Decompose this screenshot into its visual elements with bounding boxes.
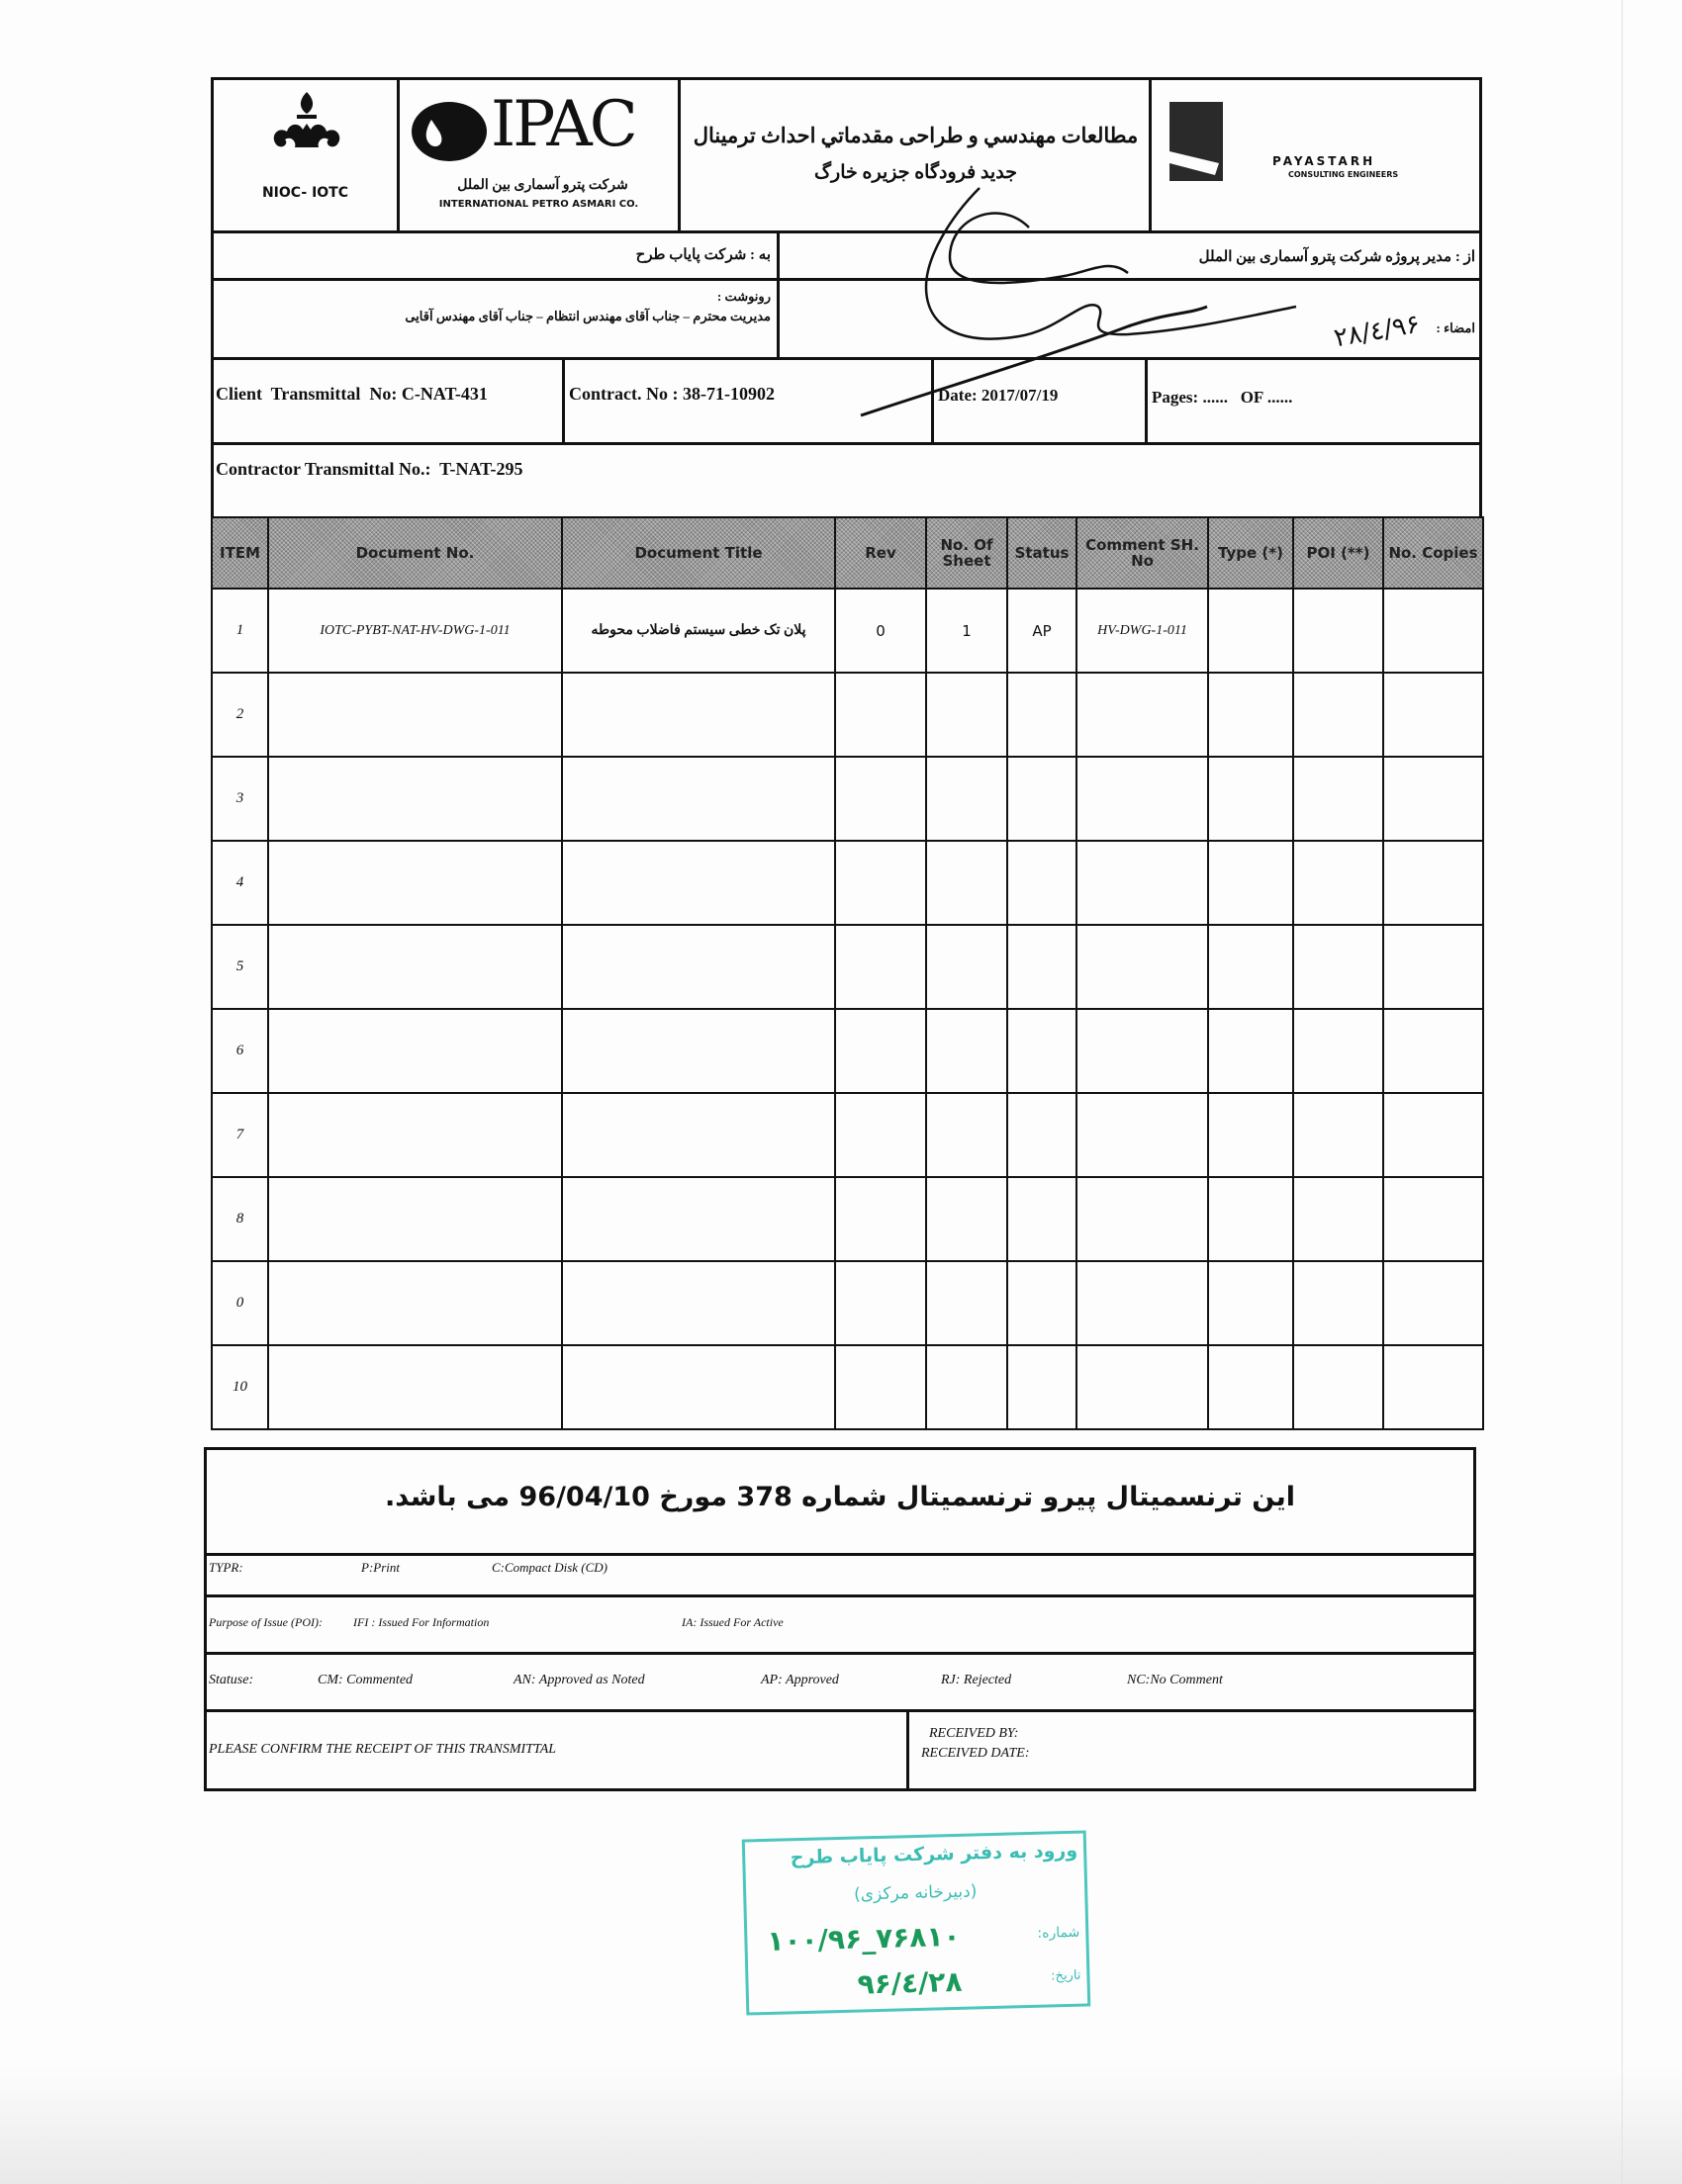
nioc-label: NIOC- IOTC xyxy=(261,185,349,201)
confirm-receipt-text: PLEASE CONFIRM THE RECEIPT OF THIS TRANSMITTAL xyxy=(209,1742,557,1757)
table-header-row xyxy=(212,517,1483,589)
poi-legend-row xyxy=(207,1597,1473,1655)
letterhead xyxy=(211,77,1482,233)
received-by-label: RECEIVED BY: xyxy=(929,1726,1019,1741)
table-cell-item: 5 xyxy=(212,925,268,1009)
table-cell-rev: 0 xyxy=(835,589,926,673)
table-cell-item: 4 xyxy=(212,841,268,925)
col-header-document-title: Document Title xyxy=(562,517,835,589)
confirmation-row xyxy=(207,1712,1473,1788)
table-row xyxy=(212,1009,1483,1093)
payastarh-subtitle: CONSULTING ENGINEERS xyxy=(1288,170,1399,179)
col-header-no-of-sheet: No. Of Sheet xyxy=(926,517,1007,589)
table-row xyxy=(212,1261,1483,1345)
project-title-line2: جديد فرودگاه جزيره خارگ xyxy=(814,162,1017,183)
type-legend-row xyxy=(207,1556,1473,1597)
table-cell-status xyxy=(1007,1261,1076,1345)
confirm-cell xyxy=(207,1712,909,1788)
table-cell-poi xyxy=(1293,1177,1383,1261)
table-cell-no-of-sheet: 1 xyxy=(926,589,1007,673)
project-title-line1: مطالعات مهندسي و طراحی مقدماتي احداث ترمينال xyxy=(693,124,1139,147)
table-cell-type xyxy=(1208,841,1293,925)
table-row xyxy=(212,925,1483,1009)
table-cell-type xyxy=(1208,925,1293,1009)
table-row xyxy=(212,841,1483,925)
table-cell-document-no xyxy=(268,1177,562,1261)
table-cell-no-of-sheet xyxy=(926,1093,1007,1177)
table-cell-document-no xyxy=(268,673,562,757)
table-cell-poi xyxy=(1293,1093,1383,1177)
table-row xyxy=(212,673,1483,757)
from-cell xyxy=(780,233,1479,278)
table-cell-item: 8 xyxy=(212,1177,268,1261)
table-cell-comment-sh-no xyxy=(1076,1177,1208,1261)
table-cell-status xyxy=(1007,841,1076,925)
table-cell-item: 0 xyxy=(212,1261,268,1345)
table-cell-status xyxy=(1007,1009,1076,1093)
table-row xyxy=(212,1345,1483,1429)
table-cell-item: 3 xyxy=(212,757,268,841)
table-cell-document-no xyxy=(268,841,562,925)
nioc-logo-cell xyxy=(214,80,400,230)
stamp-number-label: شماره: xyxy=(1037,1924,1080,1942)
table-cell-document-no xyxy=(268,1345,562,1429)
table-cell-status xyxy=(1007,757,1076,841)
table-cell-poi xyxy=(1293,757,1383,841)
status-rj: RJ: Rejected xyxy=(941,1673,1012,1687)
table-cell-status xyxy=(1007,1093,1076,1177)
table-cell-document-title xyxy=(562,1009,835,1093)
contract-cell xyxy=(565,360,934,442)
table-cell-comment-sh-no xyxy=(1076,757,1208,841)
receipt-stamp xyxy=(742,1830,1091,2015)
col-header-type: Type (*) xyxy=(1208,517,1293,589)
table-cell-no-of-sheet xyxy=(926,1177,1007,1261)
table-cell-rev xyxy=(835,673,926,757)
poi-ifi: IFI : Issued For Information xyxy=(353,1615,490,1629)
table-cell-comment-sh-no: HV-DWG-1-011 xyxy=(1076,589,1208,673)
table-cell-item: 6 xyxy=(212,1009,268,1093)
poi-label: Purpose of Issue (POI): xyxy=(209,1615,323,1629)
table-cell-comment-sh-no xyxy=(1076,1009,1208,1093)
table-cell-type xyxy=(1208,1093,1293,1177)
table-cell-comment-sh-no xyxy=(1076,1093,1208,1177)
table-cell-type xyxy=(1208,757,1293,841)
table-cell-type xyxy=(1208,1261,1293,1345)
ipac-wordmark: IPAC xyxy=(491,88,635,161)
table-cell-type xyxy=(1208,1345,1293,1429)
table-cell-no-copies xyxy=(1383,1009,1483,1093)
table-cell-type xyxy=(1208,589,1293,673)
table-row xyxy=(212,1093,1483,1177)
table-cell-document-title xyxy=(562,1261,835,1345)
table-cell-document-no xyxy=(268,1093,562,1177)
stamp-number-value: ۱۰۰/۹۶_۷۶۸۱۰ xyxy=(766,1919,961,1957)
table-cell-no-copies xyxy=(1383,589,1483,673)
table-cell-document-title xyxy=(562,925,835,1009)
type-print: P:Print xyxy=(361,1560,400,1575)
table-cell-no-copies xyxy=(1383,757,1483,841)
stamp-title: ورود به دفتر شرکت پایاب طرح xyxy=(790,1839,1078,1869)
table-cell-poi xyxy=(1293,925,1383,1009)
table-cell-rev xyxy=(835,1093,926,1177)
table-cell-poi xyxy=(1293,673,1383,757)
table-cell-item: 1 xyxy=(212,589,268,673)
table-cell-rev xyxy=(835,925,926,1009)
table-cell-comment-sh-no xyxy=(1076,841,1208,925)
reference-note-row xyxy=(207,1450,1473,1556)
table-cell-no-copies xyxy=(1383,1345,1483,1429)
footer-box xyxy=(204,1447,1476,1791)
status-an: AN: Approved as Noted xyxy=(514,1673,645,1687)
nioc-emblem-icon xyxy=(267,88,346,157)
to-from-row xyxy=(211,233,1482,281)
table-cell-rev xyxy=(835,1261,926,1345)
col-header-document-no: Document No. xyxy=(268,517,562,589)
signature-cell xyxy=(780,281,1479,357)
table-cell-rev xyxy=(835,1345,926,1429)
poi-ia: IA: Issued For Active xyxy=(682,1615,784,1629)
transmittal-meta-row xyxy=(211,360,1482,445)
table-cell-poi xyxy=(1293,1009,1383,1093)
col-header-item: ITEM xyxy=(212,517,268,589)
payastarh-logo-cell xyxy=(1152,80,1479,230)
table-cell-poi xyxy=(1293,1261,1383,1345)
table-cell-poi xyxy=(1293,841,1383,925)
table-cell-no-copies xyxy=(1383,1093,1483,1177)
table-cell-no-of-sheet xyxy=(926,841,1007,925)
table-cell-rev xyxy=(835,841,926,925)
col-header-comment-sh-no: Comment SH. No xyxy=(1076,517,1208,589)
table-row xyxy=(212,589,1483,673)
signature-label: امضاء : xyxy=(1436,320,1475,335)
table-cell-no-of-sheet xyxy=(926,1009,1007,1093)
table-cell-document-title xyxy=(562,673,835,757)
table-cell-document-no xyxy=(268,757,562,841)
client-transmittal-cell xyxy=(214,360,565,442)
table-cell-document-no xyxy=(268,925,562,1009)
to-cell xyxy=(214,233,780,278)
pages-cell xyxy=(1148,360,1479,442)
table-cell-document-title xyxy=(562,841,835,925)
handwritten-date: ۹۶/٤/۲۸ xyxy=(1331,309,1422,354)
table-cell-status: AP xyxy=(1007,589,1076,673)
table-cell-type xyxy=(1208,1177,1293,1261)
table-cell-rev xyxy=(835,1009,926,1093)
status-nc: NC:No Comment xyxy=(1127,1673,1223,1687)
cc-cell xyxy=(214,281,780,357)
cc-recipients: مدیریت محترم – جناب آقای مهندس انتظام – جناب آقای مهندس آقایی xyxy=(405,309,771,323)
col-header-status: Status xyxy=(1007,517,1076,589)
cc-label: رونوشت : xyxy=(716,289,771,304)
table-cell-document-title xyxy=(562,1345,835,1429)
table-cell-comment-sh-no xyxy=(1076,1261,1208,1345)
contractor-transmittal-row xyxy=(211,445,1482,516)
table-cell-rev xyxy=(835,1177,926,1261)
contract-no: Contract. No : 38-71-10902 xyxy=(569,384,775,404)
table-cell-item: 10 xyxy=(212,1345,268,1429)
table-cell-no-of-sheet xyxy=(926,1261,1007,1345)
stamp-date-label: تاریخ: xyxy=(1051,1967,1081,1984)
table-cell-poi xyxy=(1293,589,1383,673)
table-row xyxy=(212,757,1483,841)
status-label: Statuse: xyxy=(209,1673,254,1687)
ipac-english-name: INTERNATIONAL PETRO ASMARI CO. xyxy=(438,199,639,210)
ipac-farsi-name: شرکت پترو آسماری بین الملل xyxy=(457,178,628,193)
status-cm: CM: Commented xyxy=(318,1673,414,1687)
type-label: TYPR: xyxy=(209,1560,243,1575)
page-bottom-shade xyxy=(0,2065,1682,2184)
col-header-poi: POI (**) xyxy=(1293,517,1383,589)
table-cell-no-of-sheet xyxy=(926,673,1007,757)
status-legend-row xyxy=(207,1655,1473,1712)
stamp-subtitle: (دبیرخانه مرکزی) xyxy=(853,1881,978,1905)
client-transmittal-no: Client Transmittal No: C-NAT-431 xyxy=(216,384,488,404)
table-cell-poi xyxy=(1293,1345,1383,1429)
type-cd: C:Compact Disk (CD) xyxy=(492,1560,607,1575)
project-title-cell xyxy=(681,80,1152,230)
table-cell-status xyxy=(1007,1177,1076,1261)
documents-table xyxy=(211,516,1484,1430)
table-cell-no-of-sheet xyxy=(926,757,1007,841)
to-recipient: به : شرکت پایاب طرح xyxy=(635,247,771,263)
table-cell-document-no xyxy=(268,1009,562,1093)
table-cell-document-title xyxy=(562,1093,835,1177)
date-cell xyxy=(934,360,1148,442)
contractor-transmittal-no: Contractor Transmittal No.: T-NAT-295 xyxy=(216,459,523,479)
table-cell-no-of-sheet xyxy=(926,925,1007,1009)
table-cell-no-copies xyxy=(1383,1177,1483,1261)
table-cell-document-title xyxy=(562,1177,835,1261)
table-row xyxy=(212,1177,1483,1261)
pages-value: Pages: ...... OF ...... xyxy=(1152,388,1293,407)
status-ap: AP: Approved xyxy=(761,1673,839,1687)
table-cell-item: 2 xyxy=(212,673,268,757)
table-cell-comment-sh-no xyxy=(1076,1345,1208,1429)
date-value: Date: 2017/07/19 xyxy=(938,386,1059,405)
table-cell-document-no xyxy=(268,1261,562,1345)
reference-note: این ترنسمیتال پیرو ترنسمیتال شماره 378 مورخ 96/04/10 می باشد. xyxy=(384,1482,1295,1512)
payastarh-name: PAYASTARH xyxy=(1272,154,1376,168)
cc-signature-row xyxy=(211,281,1482,360)
table-cell-no-of-sheet xyxy=(926,1345,1007,1429)
table-cell-document-title xyxy=(562,757,835,841)
table-cell-type xyxy=(1208,673,1293,757)
table-cell-status xyxy=(1007,673,1076,757)
from-sender: از : مدیر پروژه شرکت پترو آسماری بین الملل xyxy=(1198,249,1475,265)
table-cell-no-copies xyxy=(1383,673,1483,757)
table-cell-comment-sh-no xyxy=(1076,925,1208,1009)
table-cell-no-copies xyxy=(1383,841,1483,925)
table-cell-status xyxy=(1007,1345,1076,1429)
table-cell-item: 7 xyxy=(212,1093,268,1177)
table-cell-rev xyxy=(835,757,926,841)
table-cell-comment-sh-no xyxy=(1076,673,1208,757)
table-cell-document-title: پلان تک خطی سیستم فاضلاب محوطه xyxy=(562,589,835,673)
stamp-date-value: ۹۶/٤/۲۸ xyxy=(857,1964,963,2001)
table-cell-status xyxy=(1007,925,1076,1009)
page-edge xyxy=(1622,0,1623,2184)
table-cell-document-no: IOTC-PYBT-NAT-HV-DWG-1-011 xyxy=(268,589,562,673)
ipac-logo-cell xyxy=(400,80,681,230)
table-cell-type xyxy=(1208,1009,1293,1093)
ipac-drop-icon xyxy=(412,100,487,163)
table-cell-no-copies xyxy=(1383,1261,1483,1345)
col-header-rev: Rev xyxy=(835,517,926,589)
col-header-no-copies: No. Copies xyxy=(1383,517,1483,589)
payastarh-emblem-icon xyxy=(1169,102,1223,181)
table-cell-no-copies xyxy=(1383,925,1483,1009)
received-date-label: RECEIVED DATE: xyxy=(921,1746,1030,1761)
